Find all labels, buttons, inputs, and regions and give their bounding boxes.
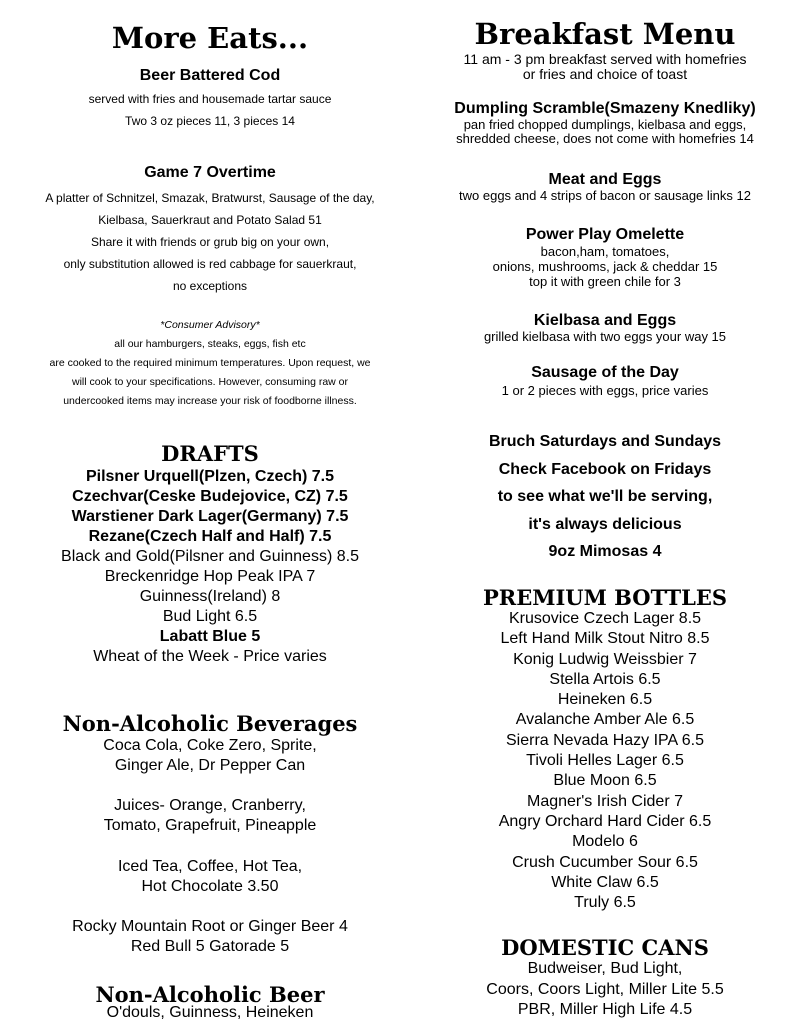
game7-description: A platter of Schnitzel, Smazak, Bratwurst, Sausage of the day, Kielbasa, Sauerkraut and Potato Salad 51 Share it with friends or grub big on your own, only substitution allowed is red cabbage for sauerkraut, no exceptions xyxy=(45,191,375,293)
bottle-item: Angry Orchard Hard Cider 6.5 xyxy=(498,812,712,830)
premium-bottles-list xyxy=(420,609,790,913)
cod-description: served with fries and housemade tartar sauce Two 3 oz pieces 11, 3 pieces 14 xyxy=(88,92,332,128)
non-alcoholic-beverages-group-4: Rocky Mountain Root or Ginger Beer 4 Red Bull 5 Gatorade 5 xyxy=(72,918,348,955)
non-alcoholic-beverages-group-3: Iced Tea, Coffee, Hot Tea, Hot Chocolate 3.50 xyxy=(117,858,303,895)
domestic-cans-title: DOMESTIC CANS xyxy=(501,935,709,960)
breakfast-item: Meat and Eggs two eggs and 4 strips of bacon or sausage links 12 xyxy=(459,171,751,204)
draft-item: Guinness(Ireland) 8 xyxy=(139,588,281,605)
draft-item: Rezane(Czech Half and Half) 7.5 xyxy=(88,528,332,545)
draft-item: Czechvar(Ceske Budejovice, CZ) 7.5 xyxy=(72,488,348,505)
draft-item: Bud Light 6.5 xyxy=(162,608,258,625)
non-alcoholic-beer-list: O'douls, Guinness, Heineken xyxy=(106,1004,314,1021)
drafts-title: DRAFTS xyxy=(161,441,259,466)
bottle-item: Modelo 6 xyxy=(572,833,638,851)
consumer-advisory: *Consumer Advisory* all our hamburgers, steaks, eggs, fish etc are cooked to the required minimum temperatures. Upon request, we will cook to your specifications. However, consuming raw or undercooked items may increase your risk of foodborne illness. xyxy=(49,319,371,407)
bottle-item: Sierra Nevada Hazy IPA 6.5 xyxy=(505,731,705,749)
non-alcoholic-beverages-title: Non-Alcoholic Beverages xyxy=(62,711,358,736)
breakfast-title: Breakfast Menu xyxy=(474,17,736,51)
non-alcoholic-beverages-group-2: Juices- Orange, Cranberry, Tomato, Grapefruit, Pineapple xyxy=(103,797,317,834)
bottle-item: Stella Artois 6.5 xyxy=(549,670,661,688)
draft-item: Pilsner Urquell(Plzen, Czech) 7.5 xyxy=(85,468,335,485)
bottle-item: Crush Cucumber Sour 6.5 xyxy=(512,853,698,871)
drafts-list xyxy=(0,467,420,667)
breakfast-item: Kielbasa and Eggs grilled kielbasa with two eggs your way 15 xyxy=(483,312,727,345)
bottle-item: Konig Ludwig Weissbier 7 xyxy=(513,650,697,668)
draft-item: Black and Gold(Pilsner and Guinness) 8.5 xyxy=(61,548,359,565)
draft-item: Wheat of the Week - Price varies xyxy=(93,648,327,665)
draft-item: Warstiener Dark Lager(Germany) 7.5 xyxy=(71,508,349,525)
bottle-item: Blue Moon 6.5 xyxy=(553,772,657,790)
bottle-item: Heineken 6.5 xyxy=(557,691,653,709)
non-alcoholic-beer-title: Non-Alcoholic Beer xyxy=(95,982,325,1007)
bottle-item: Truly 6.5 xyxy=(574,894,636,912)
breakfast-item: Dumpling Scramble(Smazeny Knedliky) pan fried chopped dumplings, kielbasa and eggs, shredded cheese, does not come with homefries 14 xyxy=(454,100,756,147)
breakfast-item: Power Play Omelette bacon,ham, tomatoes, onions, mushrooms, jack & cheddar 15 top it with green chile for 3 xyxy=(492,226,718,290)
brunch-block: Bruch Saturdays and Sundays Check Facebook on Fridays to see what we'll be serving, it's always delicious 9oz Mimosas 4 xyxy=(488,433,722,560)
bottle-item: Left Hand Milk Stout Nitro 8.5 xyxy=(500,630,710,648)
draft-item: Breckenridge Hop Peak IPA 7 xyxy=(104,568,316,585)
draft-item: Labatt Blue 5 xyxy=(159,628,261,645)
bottle-item: Magner's Irish Cider 7 xyxy=(527,792,683,810)
game7-name: Game 7 Overtime xyxy=(144,164,276,181)
bottle-item: Avalanche Amber Ale 6.5 xyxy=(515,711,695,729)
bottle-item: Krusovice Czech Lager 8.5 xyxy=(508,610,702,627)
domestic-cans-list: Budweiser, Bud Light, Coors, Coors Light, Miller Lite 5.5 PBR, Miller High Life 4.5 xyxy=(486,960,724,1018)
premium-bottles-title: PREMIUM BOTTLES xyxy=(482,585,728,610)
non-alcoholic-beverages-group-1: Coca Cola, Coke Zero, Sprite, Ginger Ale, Dr Pepper Can xyxy=(103,737,317,774)
cod-name: Beer Battered Cod xyxy=(139,67,281,84)
bottle-item: White Claw 6.5 xyxy=(551,873,659,891)
bottle-item: Tivoli Helles Lager 6.5 xyxy=(526,752,684,770)
more-eats-title: More Eats... xyxy=(111,21,309,55)
breakfast-item: Sausage of the Day 1 or 2 pieces with eggs, price varies xyxy=(501,364,709,399)
breakfast-subtitle: 11 am - 3 pm breakfast served with homefries or fries and choice of toast xyxy=(463,51,747,82)
